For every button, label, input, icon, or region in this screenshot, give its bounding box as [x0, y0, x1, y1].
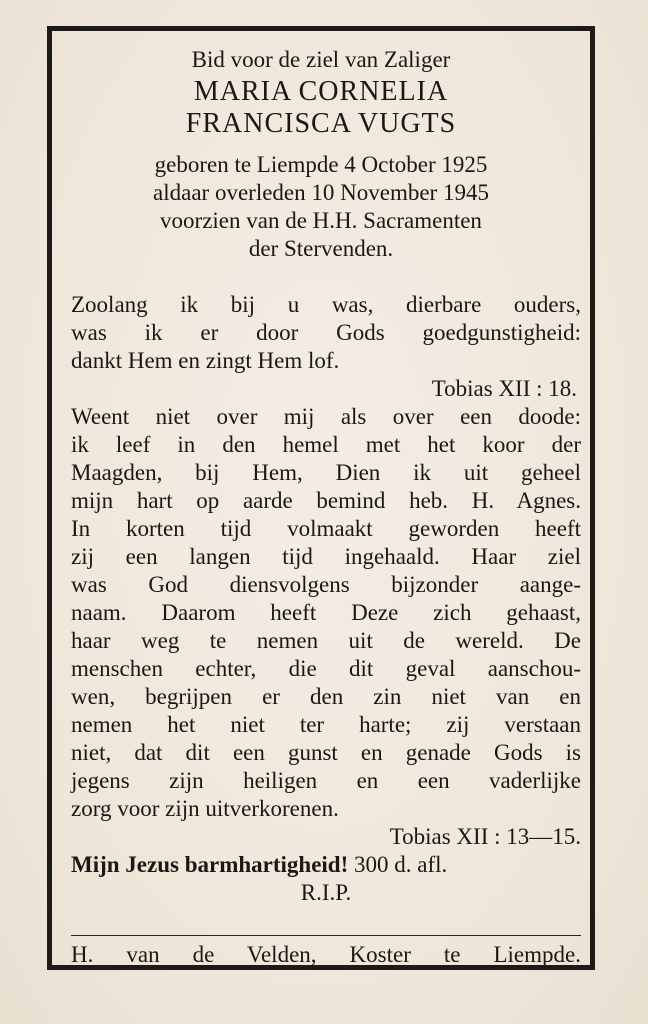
- footer-divider: [71, 935, 581, 936]
- deceased-name-line2: FRANCISCA VUGTS: [185, 108, 457, 139]
- printer-credit: H. van de Velden, Koster te Liempde.: [71, 942, 581, 967]
- scripture-reference: Tobias XII : 18.: [431, 376, 577, 401]
- text-line: menschen echter, die dit geval aanschou-: [71, 656, 581, 681]
- text-line: Maagden, bij Hem, Dien ik uit geheel: [71, 460, 581, 485]
- text-line: wen, begrijpen er den zin niet van en: [71, 684, 581, 709]
- birth-text: geboren te Liempde 4 October 1925: [154, 152, 488, 177]
- text-line: jegens zijn heiligen en een vaderlijke: [71, 768, 581, 793]
- prayer-bold-text: Mijn Jezus barmhartigheid!: [71, 852, 349, 877]
- text-line: dankt Hem en zingt Hem lof.: [71, 348, 340, 373]
- text-line: haar weg te nemen uit de wereld. De: [71, 628, 581, 653]
- death-text: aldaar overleden 10 November 1945: [153, 180, 489, 205]
- text-line: ik leef in den hemel met het koor der: [71, 432, 581, 457]
- rip-text: R.I.P.: [300, 880, 352, 905]
- dying-text: der Stervenden.: [248, 236, 394, 261]
- scripture-reference: Tobias XII : 13—15.: [389, 824, 581, 849]
- text-line: was God diensvolgens bijzonder aange-: [71, 572, 581, 597]
- sacraments-text: voorzien van de H.H. Sacramenten: [160, 208, 482, 233]
- prayer-indulgence-text: 300 d. afl.: [348, 852, 448, 877]
- card-header: [52, 45, 590, 263]
- text-line: was ik er door Gods goedgunstigheid:: [71, 320, 581, 345]
- scripture-text: [71, 291, 581, 907]
- indulgence-prayer: [71, 851, 581, 879]
- text-line: Zoolang ik bij u was, dierbare ouders,: [71, 292, 581, 317]
- text-line: nemen het niet ter harte; zij verstaan: [71, 712, 581, 737]
- intro-text: Bid voor de ziel van Zaliger: [191, 47, 451, 72]
- card-border: [47, 26, 595, 970]
- text-line: zij een langen tijd ingehaald. Haar ziel: [71, 544, 581, 569]
- text-line: niet, dat dit een gunst en genade Gods is: [71, 740, 581, 765]
- text-line: zorg voor zijn uitverkorenen.: [71, 796, 339, 821]
- text-line: naam. Daarom heeft Deze zich gehaast,: [71, 600, 581, 625]
- text-line: Weent niet over mij als over een doode:: [71, 404, 581, 429]
- text-line: In korten tijd volmaakt geworden heeft: [71, 516, 581, 541]
- deceased-name-line1: MARIA CORNELIA: [193, 76, 449, 107]
- text-line: mijn hart op aarde bemind heb. H. Agnes.: [71, 488, 581, 513]
